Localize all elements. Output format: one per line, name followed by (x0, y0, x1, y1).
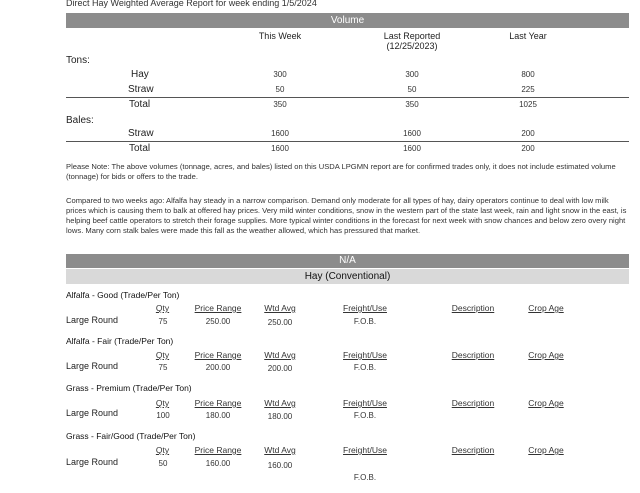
price-range-value: 250.00 (205, 317, 231, 326)
bales-total-label: Total (129, 143, 151, 154)
section-title: Alfalfa - Fair (Trade/Per Ton) (66, 336, 174, 346)
tons-total-last-year: 1025 (519, 100, 537, 109)
hay-conventional-label: Hay (Conventional) (304, 271, 391, 282)
qty-value: 75 (158, 317, 168, 326)
tons-hay-last-year: 800 (521, 70, 535, 79)
col-qty: Qty (155, 303, 170, 313)
col-crop-age: Crop Age (528, 445, 564, 455)
market-commentary: Compared to two weeks ago: Alfalfa hay steady in a narrow comparison. Demand only moderate for all types of hay, dairy operators continue to deal with low milk prices which is causing them to balk at offered hay prices. Very mild winter conditions, snow in the western part of the state last week, rain and light snow in the east, is helping beef cattle operators to stretch their forage supplies. More typical winter conditions in the forecast for next week with snow chances and below zero overy night lows. Many corn stalk bales were made this fall as the weather allowed, which has pressured that market. (66, 196, 627, 235)
tons-row-label: Hay (131, 69, 149, 80)
section-title: Alfalfa - Good (Trade/Per Ton) (66, 290, 180, 300)
col-crop-age: Crop Age (528, 303, 564, 313)
col-this-week: This Week (258, 31, 302, 41)
volume-band-label: Volume (330, 15, 365, 26)
bales-total-last-year: 200 (521, 144, 535, 153)
col-description: Description (451, 303, 495, 313)
section-title: Grass - Fair/Good (Trade/Per Ton) (66, 431, 196, 441)
bales-row-label: Straw (128, 128, 154, 139)
price-range-value: 200.00 (205, 363, 231, 372)
col-last-year: Last Year (509, 31, 547, 41)
col-price-range: Price Range (194, 398, 242, 408)
na-band (66, 254, 629, 268)
col-crop-age: Crop Age (528, 398, 564, 408)
tons-hay-this-week: 300 (273, 70, 287, 79)
col-description: Description (451, 398, 495, 408)
col-description: Description (451, 445, 495, 455)
price-range-value: 180.00 (205, 411, 231, 420)
col-wtd-avg: Wtd Avg (264, 445, 296, 455)
bales-straw-last-year: 200 (521, 129, 535, 138)
row-label: Large Round (66, 408, 119, 418)
report-title: Direct Hay Weighted Average Report for week ending 1/5/2024 (66, 0, 317, 8)
divider (66, 141, 629, 142)
na-band-label: N/A (339, 255, 356, 266)
bales-total-this-week: 1600 (271, 144, 289, 153)
wtd-avg-value: 160.00 (267, 461, 293, 470)
bales-straw-this-week: 1600 (271, 129, 289, 138)
qty-value: 50 (158, 459, 168, 468)
price-range-value: 160.00 (205, 459, 231, 468)
tons-hay-last-reported: 300 (405, 70, 419, 79)
wtd-avg-value: 200.00 (267, 364, 293, 373)
col-last-reported: Last Reported (383, 31, 441, 41)
tons-total-this-week: 350 (273, 100, 287, 109)
wtd-avg-value: 250.00 (267, 318, 293, 327)
wtd-avg-value: 180.00 (267, 412, 293, 421)
tons-row-label: Straw (128, 84, 154, 95)
tons-straw-last-year: 225 (521, 85, 535, 94)
bales-total-last-reported: 1600 (403, 144, 421, 153)
col-price-range: Price Range (194, 303, 242, 313)
col-freight: Freight/Use (343, 303, 387, 313)
freight-value: F.O.B. (353, 473, 377, 482)
qty-value: 100 (156, 411, 170, 420)
row-label: Large Round (66, 361, 119, 371)
tons-straw-last-reported: 50 (407, 85, 417, 94)
col-qty: Qty (155, 350, 170, 360)
section-title: Grass - Premium (Trade/Per Ton) (66, 383, 192, 393)
col-wtd-avg: Wtd Avg (264, 350, 296, 360)
row-label: Large Round (66, 315, 119, 325)
hay-conventional-band (66, 269, 629, 284)
col-wtd-avg: Wtd Avg (264, 398, 296, 408)
freight-value: F.O.B. (353, 411, 377, 420)
freight-value: F.O.B. (353, 317, 377, 326)
col-price-range: Price Range (194, 445, 242, 455)
tons-label: Tons: (66, 55, 90, 66)
col-freight: Freight/Use (343, 445, 387, 455)
tons-total-last-reported: 350 (405, 100, 419, 109)
col-qty: Qty (155, 398, 170, 408)
tons-total-label: Total (129, 99, 151, 110)
col-freight: Freight/Use (343, 350, 387, 360)
bales-straw-last-reported: 1600 (403, 129, 421, 138)
qty-value: 75 (158, 363, 168, 372)
col-freight: Freight/Use (343, 398, 387, 408)
divider (66, 97, 629, 98)
volume-note: Please Note: The above volumes (tonnage, acres, and bales) listed on this USDA LPGMN report are for confirmed trades only, it does not include estimated volume (tonnage) for bids or offers to the trade. (66, 162, 616, 181)
col-price-range: Price Range (194, 350, 242, 360)
col-qty: Qty (155, 445, 170, 455)
col-crop-age: Crop Age (528, 350, 564, 360)
col-description: Description (451, 350, 495, 360)
volume-band (66, 13, 629, 28)
col-wtd-avg: Wtd Avg (264, 303, 296, 313)
freight-value: F.O.B. (353, 363, 377, 372)
col-last-reported-date: (12/25/2023) (386, 41, 438, 51)
row-label: Large Round (66, 457, 119, 467)
bales-label: Bales: (66, 115, 94, 126)
tons-straw-this-week: 50 (275, 85, 285, 94)
